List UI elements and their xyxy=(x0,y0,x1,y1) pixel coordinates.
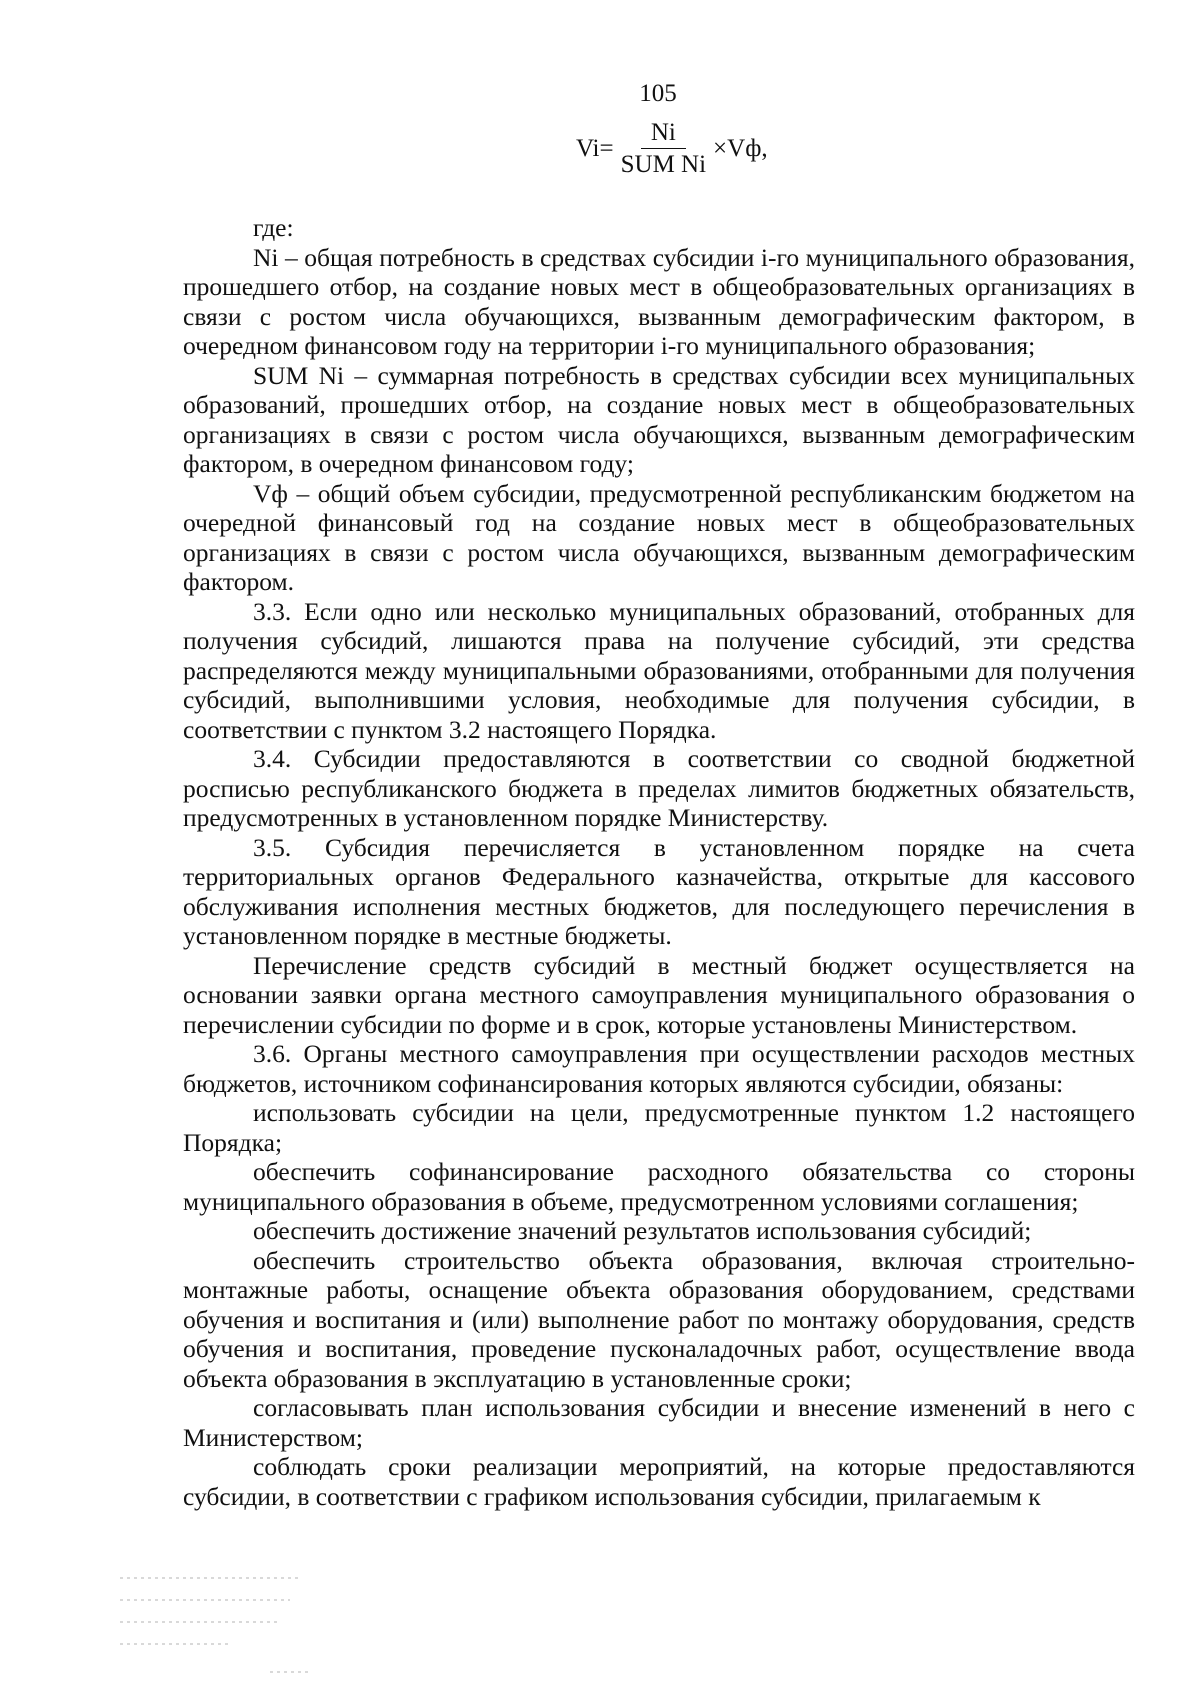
formula-rhs: ×Vф, xyxy=(713,135,768,162)
formula-numerator: Ni xyxy=(641,120,686,149)
paragraph-ni-definition: Ni – общая потребность в средствах субсидии i-го муниципального образования, прошедшего отбор, на создание новых мест в общеобразовательных организациях в связи с ростом числа обучающихся, вызванным демографическим фактором, в очередном финансовом году на территории i-го муниципального образования; xyxy=(183,242,1135,360)
formula-fraction xyxy=(617,120,710,177)
paragraph-obligation-results: обеспечить достижение значений результатов использования субсидий; xyxy=(253,1216,1032,1245)
paragraph-vf-definition: Vф – общий объем субсидии, предусмотренной республиканским бюджетом на очередной финансовый год на создание новых мест в общеобразовательных организациях в связи с ростом числа обучающихся, вызванным демографическим фактором. xyxy=(183,478,1135,596)
formula xyxy=(576,120,768,177)
paragraph-sum-ni-definition: SUM Ni – суммарная потребность в средствах субсидии всех муниципальных образований, прошедших отбор, на создание новых мест в общеобразовательных организациях в связи с ростом числа обучающихся, вызванным демографическим фактором, в очередном финансовом году; xyxy=(183,360,1135,478)
paragraph-transfer-request: Перечисление средств субсидий в местный бюджет осуществляется на основании заявки органа местного самоуправления муниципального образования о перечислении субсидии по форме и в срок, которые установлены Министерством. xyxy=(183,950,1135,1039)
paragraph-where: где: xyxy=(253,213,294,242)
paragraph-obligation-deadlines: соблюдать сроки реализации мероприятий, на которые предоставляются субсидии, в соответствии с графиком использования субсидии, прилагаемым к xyxy=(183,1452,1135,1511)
paragraph-obligation-cofinancing: обеспечить софинансирование расходного обязательства со стороны муниципального образования в объеме, предусмотренном условиями соглашения; xyxy=(183,1157,1135,1216)
page-number: 105 xyxy=(639,80,677,107)
paragraph-3-4: 3.4. Субсидии предоставляются в соответствии со сводной бюджетной росписью республиканского бюджета в пределах лимитов бюджетных обязательств, предусмотренных в установленном порядке Министерству. xyxy=(183,744,1135,832)
paragraph-obligation-plan: согласовывать план использования субсидии и внесение изменений в него с Министерством; xyxy=(183,1393,1135,1452)
paragraph-3-5: 3.5. Субсидия перечисляется в установленном порядке на счета территориальных органов Федерального казначейства, открытые для кассового обслуживания исполнения местных бюджетов, для последующего перечисления в установленном порядке в местные бюджеты. xyxy=(183,832,1135,950)
formula-lhs: Vi= xyxy=(576,135,614,162)
paragraph-3-3: 3.3. Если одно или несколько муниципальных образований, отобранных для получения субсидий, лишаются права на получение субсидий, эти средства распределяются между муниципальными образованиями, отобранными для получения субсидий, выполнившими условия, необходимые для получения субсидии, в соответствии с пунктом 3.2 настоящего Порядка. xyxy=(183,596,1135,744)
faded-stamp-mark xyxy=(110,1560,320,1680)
formula-denominator: SUM Ni xyxy=(620,151,707,178)
document-body xyxy=(183,213,1135,1511)
paragraph-obligation-use: использовать субсидии на цели, предусмотренные пунктом 1.2 настоящего Порядка; xyxy=(183,1098,1135,1157)
paragraph-obligation-construction: обеспечить строительство объекта образования, включая строительно-монтажные работы, оснащение объекта образования оборудованием, средствами обучения и воспитания и (или) выполнение работ по монтажу оборудования, средств обучения и воспитания, проведение пусконаладочных работ, осуществление ввода объекта образования в эксплуатацию в установленные сроки; xyxy=(183,1245,1135,1393)
paragraph-3-6: 3.6. Органы местного самоуправления при осуществлении расходов местных бюджетов, источником софинансирования которых являются субсидии, обязаны: xyxy=(183,1039,1135,1098)
